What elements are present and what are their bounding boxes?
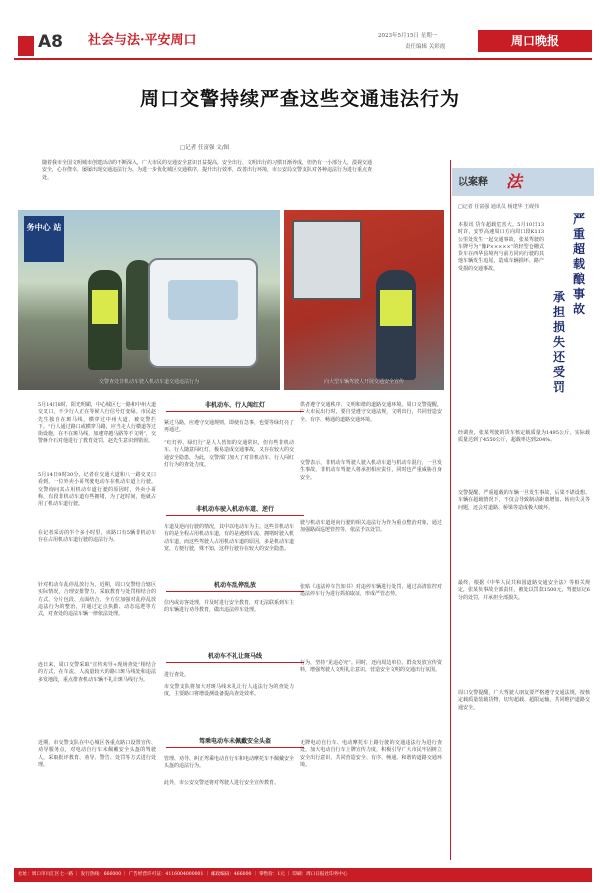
photo-police-checkpoint bbox=[18, 210, 280, 390]
headline: 周口交警持续严查这些交通违法行为 bbox=[139, 88, 460, 110]
col3-para6: 无牌电动自行车、电动摩托车上路行驶的交通违法行为进行查处，加大电动自行车上牌宣传力度，积极引导广大市民牢固树立安全出行意识，共同营造安全、有序、畅通、和谐的道路交通环境。 bbox=[300, 740, 442, 768]
lead-paragraph: 随着我市全国文明城市创建活动的不断深入，广大市民的交通安全意识日益提高，安全出行、文明出行的习惯日渐养成，但仍有一小部分人，漠视交通安全，心存侥幸，屡屡出现交通违法行为。为进一步优化城区交通秩序，提升出行效率，改善出行环境，市公安局交警支队对各种违法行为进行重点查处。 bbox=[42, 160, 373, 181]
case-para3: 交警提醒，严重超载的车辆一旦发生事故，后果不堪设想。车辆在超载情况下，不仅会导致制动距离增加、转向失灵等问题，还会对道路、桥梁等造成极大破坏。 bbox=[458, 490, 590, 511]
sidebar-divider bbox=[450, 160, 451, 860]
newspaper-logo: 周口晚报 bbox=[478, 30, 592, 52]
case-byline: □记者 任富强 通讯员 杨建华 王砚伟 bbox=[458, 204, 540, 210]
col1-para5: 连日来，周口交警采取“宣传劝导+现场查处”相结合的方式，在车流、人流量较大的路口斑马线处和违法多发地段，重点排查机动车辆不礼让斑马线行为。 bbox=[38, 662, 156, 683]
col2-para1: 紧过马路，应遵守交通规则，即使有急事，也要等绿灯亮了再通过。 bbox=[164, 420, 295, 434]
col1-para2: 5月14日9时30分，记者在交通大道和八一路交叉口看到，一位外卖小哥驾驶电动车在机动车道上行驶。交警询问其占用机动车道行驶的原因时，外卖小哥称，有段非机动车道有些拥堵，为了赶时间，他就占用了机动车道行驶。 bbox=[38, 472, 156, 507]
subhead-rule bbox=[166, 747, 304, 748]
tricycle-windshield bbox=[168, 280, 238, 320]
col3-para5: 行为，坚持“见违必究”。同时，还向周边单位、群众发放宣传资料，增强驾驶人文明礼让意识，营造安全文明的交通出行氛围。 bbox=[300, 660, 442, 674]
photo-truck-driver bbox=[284, 210, 444, 390]
photo-caption-1: 交警查处非机动车驶入机动车道交通违法行为 bbox=[98, 378, 199, 385]
case-para4: 最终，根据《中华人民共和国道路交通安全法》等相关规定，张某负事故全部责任，被处以罚款1500元，驾驶证记6分的处罚，并承担全部损失。 bbox=[458, 580, 590, 601]
subhead-red-light: 非机动车、行人闯红灯 bbox=[204, 402, 265, 409]
col2-para8: 此外，市公安交警还将对驾驶人进行安全宣传教育。 bbox=[164, 780, 280, 786]
col1-para4: 针对机动车乱停乱放行为，近期，周口交警结合辖区实际情况，合理安排警力，采取教育与处罚相结合的方式，分片包段、点面结合，全方位加强对乱停乱放违法行为的整治，并通过定点执勤、动态巡逻等方式，对查处的违法车辆一律依法处理。 bbox=[38, 582, 156, 617]
issue-date: 2023年5月15日 星期一 bbox=[378, 33, 438, 39]
col2-para4: 位内或访客处理，并及时进行安全教育，对无法联系到车主的车辆进行劝导教育，做出违法停车处理。 bbox=[164, 600, 295, 614]
bus-stop-sign: 务中心 站 bbox=[24, 216, 64, 262]
col3-para1: 供者遵守交通秩序、文明和谐的道路交通环境。周口交警提醒，广大市民出行时，要自觉遵守交通法规，文明出行，共同营造安全、有序、畅通的道路交通环境。 bbox=[300, 402, 442, 423]
case-headline-2: 承担损失还受罚 bbox=[552, 290, 565, 394]
officer-vest bbox=[380, 290, 412, 326]
case-tag: 以案释 bbox=[458, 177, 488, 188]
col1-para1: 5月14日8时，阳光明媚，中心城区七一路和中州大道交叉口，不少行人正在等候人行信号灯变绿。市民赵先生独自在斑马线，横穿过中州大道，被交警拦下。“行人通过路口或横穿马路，应当走人行横道等过街设施，在不在斑马线，加速穿越马路等不文明”，交警蒋介石对他进行了教育处罚，赵先生意识到错误。 bbox=[38, 402, 156, 445]
editor-credit: 责任编辑 关彩霞 bbox=[405, 44, 446, 50]
col3-para2: 交警表示，非机动车驾驶人驶入机动车道与机动车混行，一旦发生事故，非机动车驾驶人将承担相应责任，同时也严重威胁自身安全。 bbox=[300, 460, 442, 481]
subhead-motor-lane: 非机动车驶入机动车道、逆行 bbox=[195, 506, 274, 513]
footer-bar: 社址：周口市川汇区七一路 ｜ 发行热线：666000 ｜ 广告经营许可证：4116004000001 ｜ 邮政编码：466000 ｜ 零售价：1元 ｜ 印刷：周口日报社印务中心 bbox=[14, 868, 592, 882]
case-para1: 本报讯 货车超载危害大。5月10日13时许，安罗高速周口方向周口段K113公里处发生一起交通事故，张某驾驶的车牌号为“豫P×××××”的轻型仓栅式货车在西华县境内与前方同向行驶的其他车辆发生追尾，造成车辆损坏、路产受损的交通事故。 bbox=[458, 222, 544, 272]
page-tag-block bbox=[18, 36, 34, 56]
subhead-zebra: 机动车不礼让斑马线 bbox=[207, 653, 262, 660]
col1-para6: 近期，市交警支队在中心城区各重点路口设置宣传、劝导服务点，对电动自行车未佩戴安全头盔的驾驶人，采取批评教育、劝导、警告、处罚等方式进行处理。 bbox=[38, 740, 156, 768]
col3-para3: 驶与机动车道逆向行驶的相关违法行为作为重点整治对象，通过加强路面巡逻管控等，依法予以处罚。 bbox=[300, 520, 442, 534]
byline: □记者 任富强 文/图 bbox=[180, 145, 230, 151]
case-para5: 周口交警提醒，广大驾驶人朋友要严格遵守交通法规，按核定载质量装载货物，切勿超载、超限运输，共同维护道路交通安全。 bbox=[458, 690, 590, 711]
subhead-rule bbox=[166, 591, 304, 592]
header-rule bbox=[14, 58, 592, 60]
col2-para7: 管理、劝导、纠正驾乘电动自行车和电动摩托车不佩戴安全头盔的违法行为。 bbox=[164, 756, 295, 770]
reflective-vest bbox=[92, 290, 118, 324]
subhead-helmet: 驾乘电动车未佩戴安全头盔 bbox=[198, 738, 271, 745]
page-number: A8 bbox=[38, 32, 63, 52]
subhead-rule bbox=[166, 411, 304, 412]
col2-para5: 进行查处。 bbox=[164, 672, 190, 678]
subhead-rule bbox=[166, 662, 304, 663]
photo-caption-2: 向大型车辆驾驶人开展交通安全宣传 bbox=[323, 378, 404, 385]
subhead-rule bbox=[166, 515, 304, 516]
case-tag-big: 法 bbox=[506, 172, 523, 191]
case-para2: 经调查，张某驾驶的货车核定载质量为1495公斤，实际载质量达到了4550公斤，超载率达到204%。 bbox=[458, 430, 590, 444]
col1-para3: 在记者采访的半个多小时里，该路口有5辆非机动车存在占用机动车道行驶的违法行为。 bbox=[38, 530, 156, 544]
truck-window bbox=[292, 220, 362, 300]
col3-para4: 张贴《违法停车告知书》对违停车辆进行处罚，通过高清监控对违法停车行为进行抓拍取证，形成严管态势。 bbox=[300, 584, 442, 598]
case-headline-1: 严重超载酿事故 bbox=[572, 212, 585, 316]
col2-para2: “红灯停、绿灯行”是人人皆知的交通常识，但有些非机动车、行人随意闯红灯，极易造成交通事故，又存在较大的交通安全隐患。为此，交警部门加大了对非机动车、行人闯红灯行为的查处力度。 bbox=[164, 440, 295, 468]
col2-para3: 车道及逆向行驶的情况，其中以电动车为主。这些非机动车有的是全程占用机动车道，有的是遇到车流、拥堵时驶入机动车道。而这些驾驶人占用机动车道的原因，多是机动车道宽，方便行驶，殊不知，这样行驶存在较大的安全隐患。 bbox=[164, 524, 295, 552]
masthead bbox=[0, 0, 600, 60]
section-title: 社会与法·平安周口 bbox=[88, 33, 197, 48]
subhead-parking: 机动车乱停乱放 bbox=[213, 582, 256, 589]
col2-para6: 市交警支队将加大对斑马线未礼让行人违法行为的查处力度，主要路口将增设测设备提高查处效率。 bbox=[164, 684, 294, 698]
